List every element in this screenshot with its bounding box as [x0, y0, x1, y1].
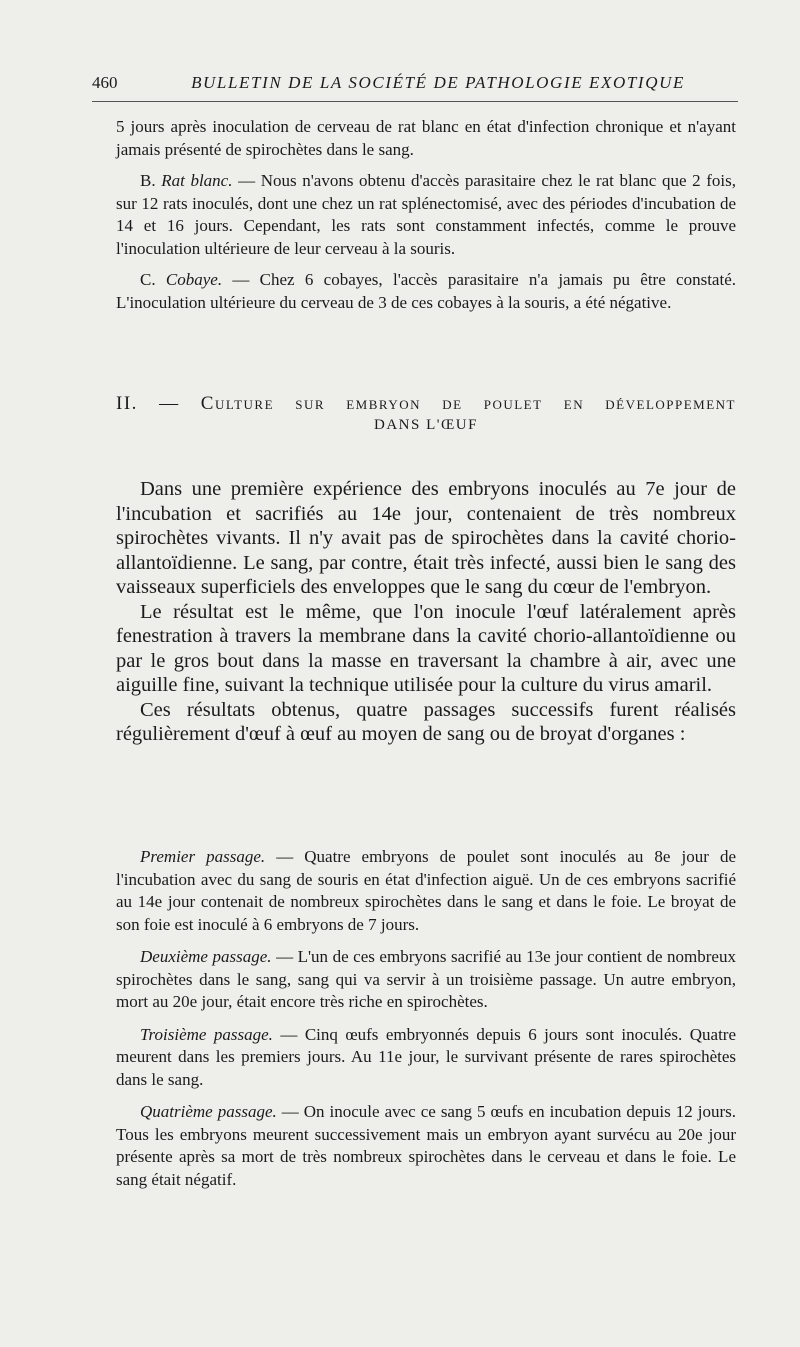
passage-title: Troisième passage.: [140, 1024, 273, 1044]
header-rule: [92, 101, 738, 102]
passage-3: [116, 1024, 736, 1092]
passage-2: [116, 946, 736, 1014]
label-c: C.: [140, 270, 166, 289]
passage-title: Quatrième passage.: [140, 1102, 277, 1121]
passage-text: — On inocule avec ce sang 5 œufs en incubation depuis 12 jours. Tous les embryons meurent successivement mais un embryon ayant survécu au 20e jour présente après sa mort de très nombreux spirochètes dans le cerveau et dans le foie. Le sang était négatif.: [116, 1102, 737, 1189]
heading-word: Culture: [200, 393, 275, 414]
main-text: [116, 477, 736, 747]
section-heading: [116, 393, 736, 415]
subheading-rat-blanc: Rat blanc.: [161, 171, 233, 190]
paragraph-cobaye: [116, 269, 736, 314]
passage-text: — Quatre embryons de poulet sont inoculés au 8e jour de l'incubation avec du sang de souris en état d'infection aiguë. Un de ces embryons sacrifié au 14e jour contenait de nombreux spirochètes dans le sang et dans le foie. Le broyat de son foie est inoculé à 6 embryons de 7 jours.: [116, 847, 736, 934]
body-paragraph-3: Ces résultats obtenus, quatre passages successifs furent réalisés régulièrement d'œuf à œuf au moyen de sang ou de broyat d'organes :: [116, 698, 736, 745]
journal-title: BULLETIN DE LA SOCIÉTÉ DE PATHOLOGIE EXOTIQUE: [191, 73, 685, 92]
section-dash: —: [159, 393, 180, 414]
continuation-paragraph: 5 jours après inoculation de cerveau de rat blanc en état d'infection chronique et n'ayant jamais présenté de spirochètes dans le sang.: [116, 117, 736, 159]
section-heading-line2: DANS L'ŒUF: [374, 417, 478, 433]
text-cobaye: — Chez 6 cobayes, l'accès parasitaire n'a jamais pu être constaté. L'inoculation ultérieure du cerveau de 3 de ces cobayes à la souris, a été négative.: [116, 270, 736, 312]
label-b: B.: [140, 171, 162, 190]
passage-4: [116, 1101, 736, 1191]
passage-text: — L'un de ces embryons sacrifié au 13e jour contient de nombreux spirochètes dans le sang, sang qui va servir à un troisième passage. Un autre embryon, mort au 20e jour, était encore très riche en spirochètes.: [116, 947, 736, 1011]
page-number: 460: [92, 73, 118, 92]
section-numeral: II.: [116, 393, 138, 414]
paragraph-rat-blanc: [116, 170, 736, 260]
heading-word: développement: [605, 393, 736, 414]
text-rat-blanc: — Nous n'avons obtenu d'accès parasitaire chez le rat blanc que 2 fois, sur 12 rats inoculés, dont une chez un rat splénectomisé, avec des périodes d'incubation de 14 et 16 jours. Cependant, les rats sont constamment infectés, comme le prouve l'inoculation ultérieure de leur cerveau à la souris.: [116, 171, 736, 258]
heading-word: en: [563, 393, 585, 414]
heading-word: poulet: [483, 393, 543, 414]
body-paragraph-2: Le résultat est le même, que l'on inocule l'œuf latéralement après fenestration à travers la membrane dans la cavité chorio-allantoïdienne ou par le gros bout dans la masse en traversant la chambre à air, avec une aiguille fine, suivant la technique utilisée pour la culture du virus amaril.: [116, 600, 736, 696]
heading-word: de: [442, 393, 463, 414]
subheading-cobaye: Cobaye.: [165, 270, 223, 289]
passage-text: — Cinq œufs embryonnés depuis 6 jours sont inoculés. Quatre meurent dans les premiers jours. Au 11e jour, le survivant présente de rares spirochètes dans le sang.: [116, 1024, 736, 1089]
passages-section: [116, 846, 736, 1191]
passage-1: [116, 846, 736, 936]
heading-word: sur: [295, 393, 326, 414]
running-header: [92, 73, 738, 93]
body-paragraph-1: Dans une première expérience des embryons inoculés au 7e jour de l'incubation et sacrifiés au 14e jour, contenaient de très nombreux spirochètes vivants. Il n'y avait pas de spirochètes dans la cavité chorio-allantoïdienne. Le sang, par contre, était très infecté, aussi bien le sang des vaisseaux superficiels des enveloppes que le sang du cœur de l'embryon.: [116, 478, 736, 598]
passage-title: Premier passage.: [140, 847, 266, 866]
heading-word: embryon: [346, 393, 421, 414]
intro-section: [116, 116, 736, 314]
passage-title: Deuxième passage.: [140, 947, 272, 966]
